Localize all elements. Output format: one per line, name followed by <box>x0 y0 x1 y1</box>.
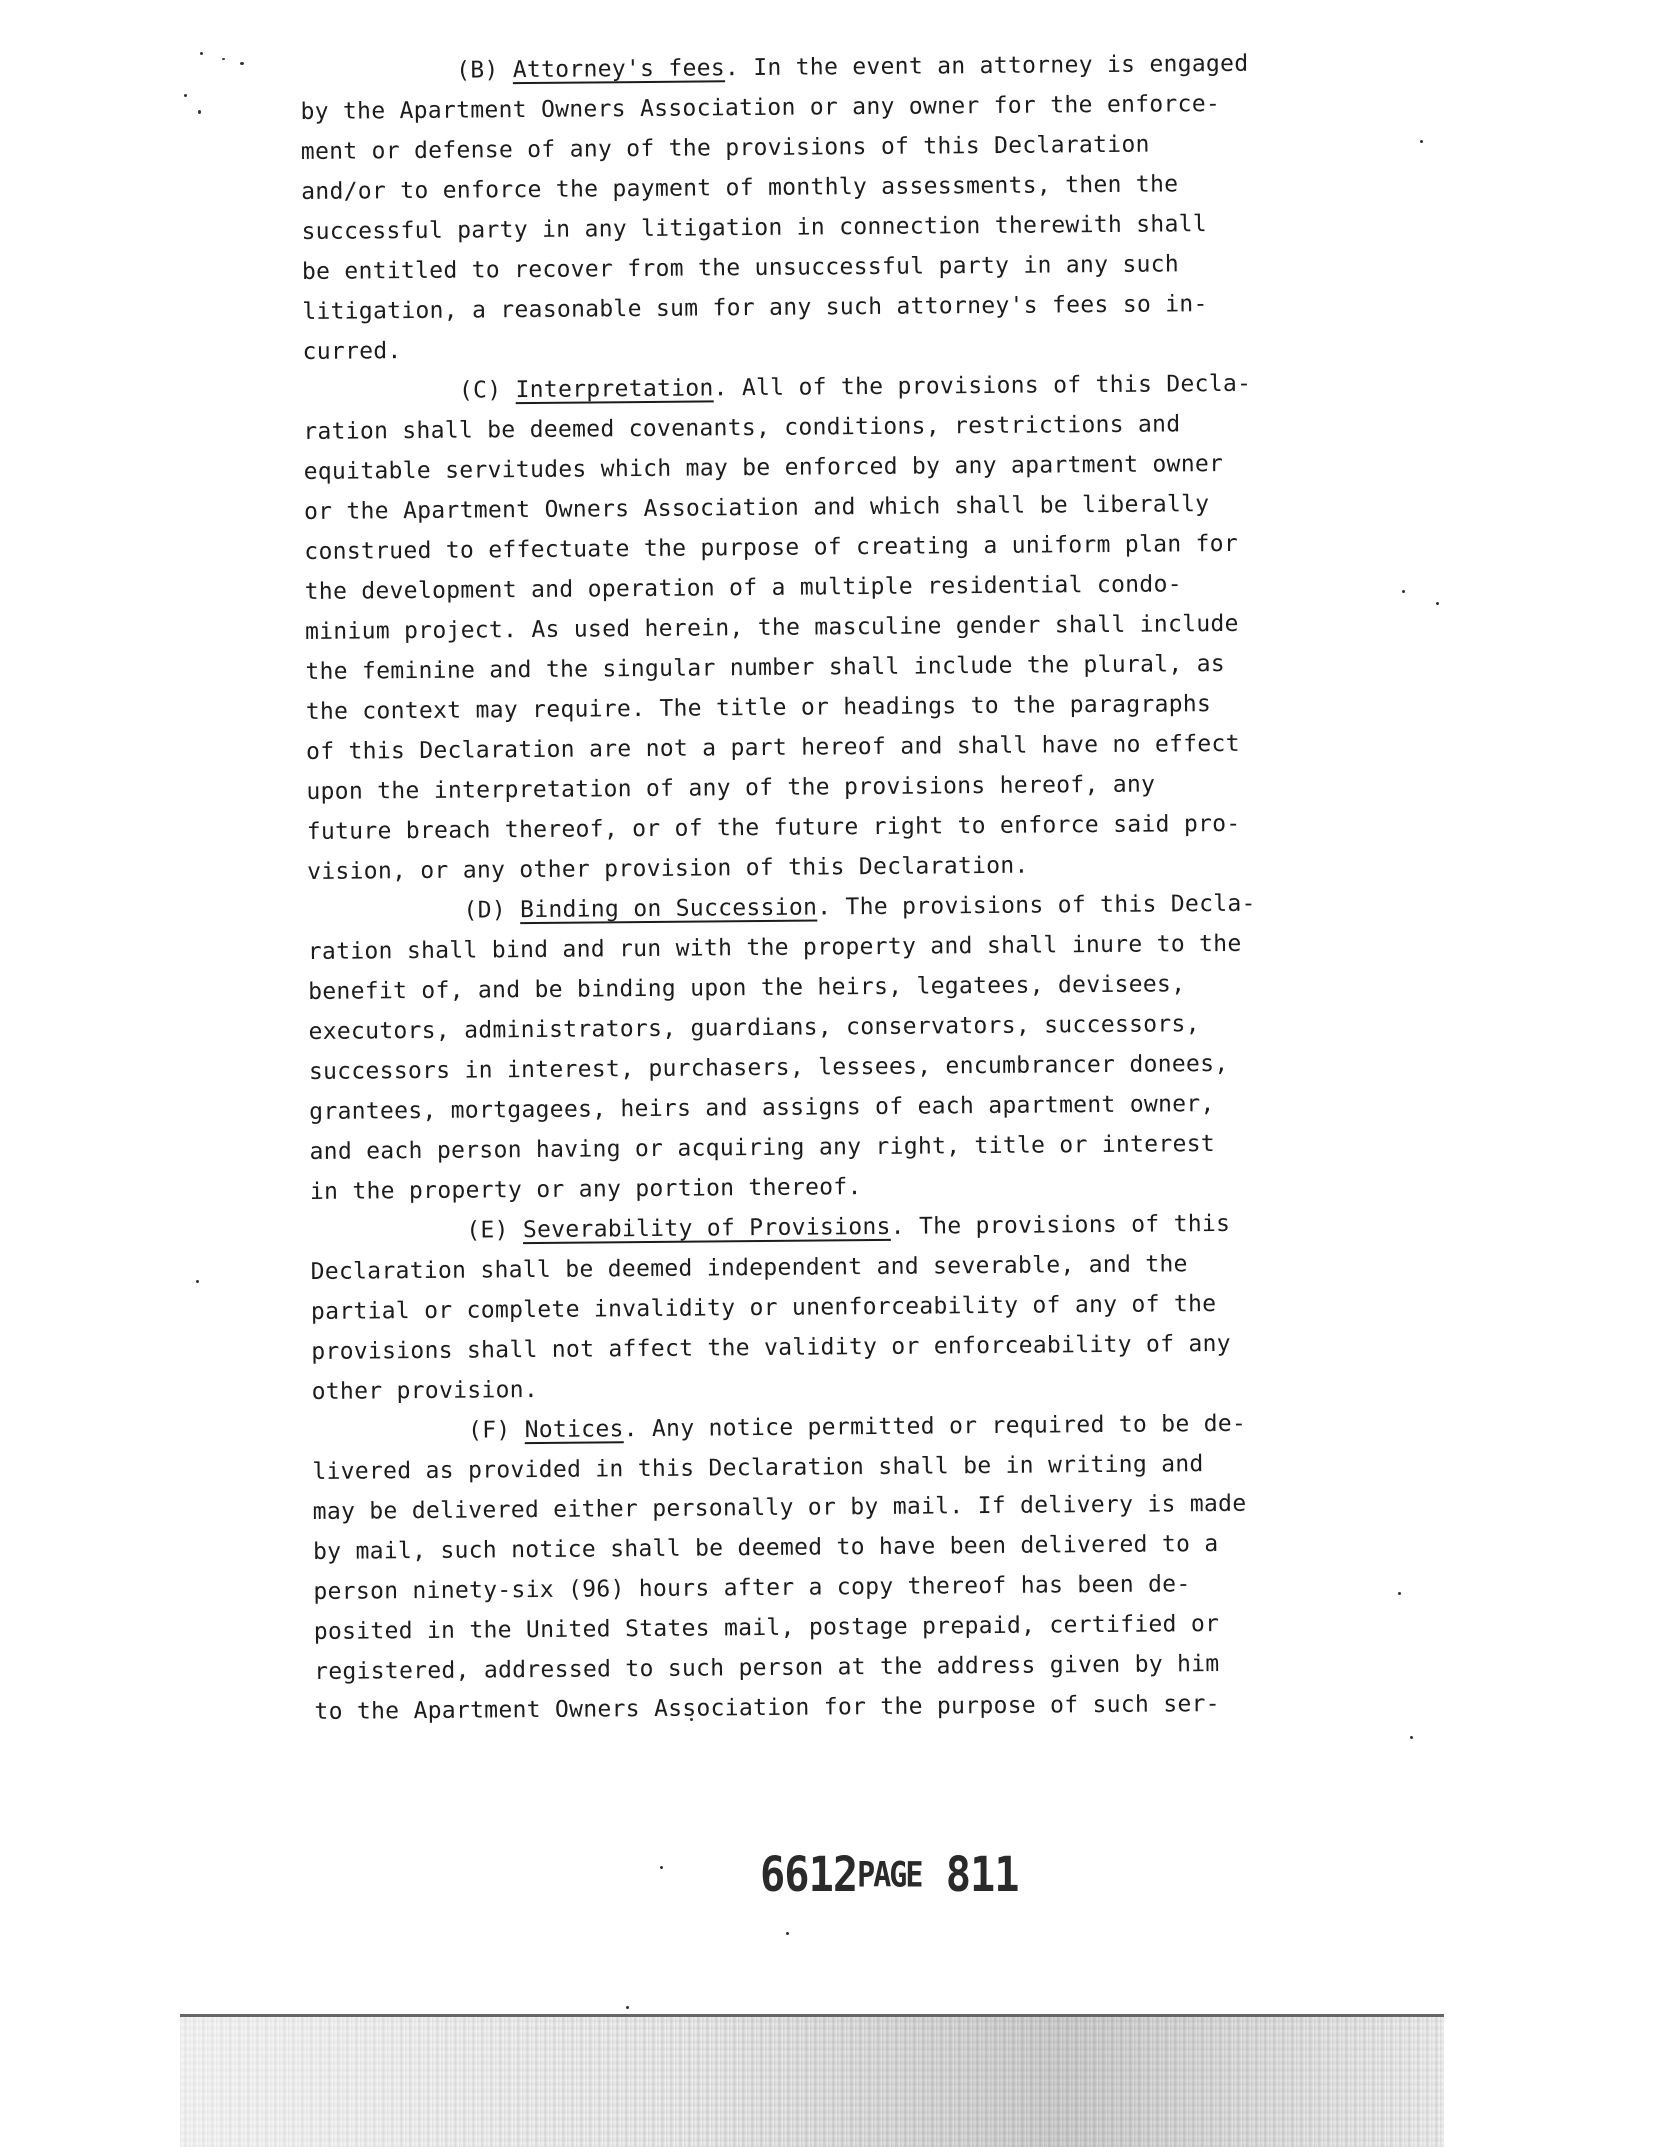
paragraph-line: upon the interpretation of any of the provisions hereof, any <box>306 771 1156 805</box>
paragraph-line: executors, administrators, guardians, conservators, successors, <box>308 1011 1200 1045</box>
scan-speck <box>1398 1592 1401 1595</box>
book-page-stamp <box>760 1846 1019 1902</box>
paragraph-line: construed to effectuate the purpose of creating a uniform plan for <box>304 530 1239 565</box>
paragraph-f <box>312 1403 1395 1732</box>
scan-speck <box>222 58 225 60</box>
paragraph-line: provisions shall not affect the validity or enforceability of any <box>311 1330 1232 1365</box>
paragraph-line: Declaration shall be deemed independent and severable, and the <box>310 1251 1188 1285</box>
paragraph-line: may be delivered either personally or by mail. If delivery is made <box>312 1490 1247 1525</box>
stamp-page-label: PAGE <box>857 1855 922 1896</box>
paragraph-marker: (D) <box>463 897 507 924</box>
scan-speck <box>1402 590 1405 593</box>
paragraph-line: or the Apartment Owners Association and which shall be liberally <box>303 491 1210 525</box>
paragraph-line: curred. <box>302 338 402 365</box>
paragraph-line: benefit of, and be binding upon the heirs, legatees, devisees, <box>308 971 1186 1005</box>
paragraph-heading: Severability of Provisions <box>522 1213 891 1244</box>
paragraph-line: grantees, mortgagees, heirs and assigns of each apartment owner, <box>309 1091 1215 1125</box>
paragraph-line: and/or to enforce the payment of monthly assessments, then the <box>301 171 1179 205</box>
paragraph-marker: (E) <box>466 1217 509 1244</box>
paragraph-line: of this Declaration are not a part hereof and shall have no effect <box>305 730 1240 765</box>
scan-speck <box>1420 140 1423 143</box>
paragraph-line: the development and operation of a multiple residential condo- <box>304 571 1182 605</box>
paragraph-line: equitable servitudes which may be enforced by any apartment owner <box>303 450 1224 485</box>
scan-speck <box>196 1280 199 1283</box>
paragraph-line: be entitled to recover from the unsuccessful party in any such <box>301 251 1180 285</box>
scan-speck <box>240 62 244 65</box>
paragraph-line: by the Apartment Owners Association or any owner for the enforce- <box>300 90 1221 125</box>
scan-speck <box>626 2006 629 2009</box>
paragraph-line: posited in the United States mail, postage prepaid, certified or <box>313 1611 1220 1645</box>
paragraph-line: future breach thereof, or of the future right to enforce said pro- <box>306 810 1241 845</box>
paragraph-line: successful party in any litigation in connection therewith shall <box>301 211 1208 245</box>
paragraph-line: . The provisions of this <box>890 1210 1231 1240</box>
paragraph-line: the context may require. The title or headings to the paragraphs <box>305 691 1212 725</box>
paragraph-line: minium project. As used herein, the masculine gender shall include <box>304 610 1239 645</box>
paragraph-line: registered, addressed to such person at the address given by him <box>314 1651 1220 1685</box>
scan-noise-band <box>180 2014 1444 2147</box>
scan-speck <box>198 110 201 114</box>
paragraph-line: . The provisions of this Decla- <box>817 890 1256 921</box>
paragraph-line: litigation, a reasonable sum for any such attorney's fees so in- <box>302 291 1208 325</box>
stamp-book-number: 6612 <box>760 1846 858 1903</box>
paragraph-marker: (B) <box>456 57 499 84</box>
paragraph-e <box>310 1203 1392 1412</box>
paragraph-line: by mail, such notice shall be deemed to have been delivered to a <box>312 1531 1219 1565</box>
paragraph-line: vision, or any other provision of this Declaration. <box>307 852 1029 885</box>
paragraph-marker: (F) <box>467 1417 511 1444</box>
scan-speck <box>660 1866 663 1869</box>
paragraph-line: . Any notice permitted or required to be de- <box>623 1410 1247 1443</box>
scan-speck <box>1436 602 1439 605</box>
stamp-page-number: 811 <box>945 1846 1019 1903</box>
paragraph-line: successors in interest, purchasers, lessees, encumbrancer donees, <box>308 1050 1229 1085</box>
paragraph-line: partial or complete invalidity or unenforceability of any of the <box>310 1291 1217 1325</box>
paragraph-b <box>300 43 1383 372</box>
paragraph-line: ration shall bind and run with the property and shall inure to the <box>307 930 1242 965</box>
paragraph-marker: (C) <box>458 377 502 404</box>
paragraph-heading: Binding on Succession <box>519 894 818 924</box>
scan-speck <box>200 52 203 55</box>
paragraph-line: the feminine and the singular number shall include the plural, as <box>305 650 1226 685</box>
paragraph-line: ment or defense of any of the provisions of this Declaration <box>300 131 1150 165</box>
paragraph-d <box>307 883 1390 1212</box>
paragraph-line: ration shall be deemed covenants, conditions, restrictions and <box>303 411 1181 445</box>
paragraph-heading: Notices <box>524 1416 624 1444</box>
scan-speck <box>1410 1736 1413 1739</box>
paragraph-line: . All of the provisions of this Decla- <box>713 370 1252 402</box>
paragraph-line: to the Apartment Owners Association for the purpose of such ser- <box>314 1691 1220 1725</box>
paragraph-heading: Attorney's fees <box>512 55 726 84</box>
paragraph-line: livered as provided in this Declaration shall be in writing and <box>312 1451 1204 1485</box>
paragraph-c <box>303 363 1387 892</box>
scan-speck <box>786 1932 789 1935</box>
paragraph-line: in the property or any portion thereof. <box>309 1174 862 1205</box>
paragraph-line: other provision. <box>311 1376 539 1405</box>
scan-speck <box>184 94 187 97</box>
paragraph-line: . In the event an attorney is engaged <box>724 50 1249 82</box>
paragraph-heading: Interpretation <box>515 375 714 404</box>
paragraph-line: person ninety-six (96) hours after a copy thereof has been de- <box>313 1571 1191 1605</box>
paragraph-line: and each person having or acquiring any right, title or interest <box>309 1131 1216 1165</box>
declaration-text <box>300 43 1395 1732</box>
